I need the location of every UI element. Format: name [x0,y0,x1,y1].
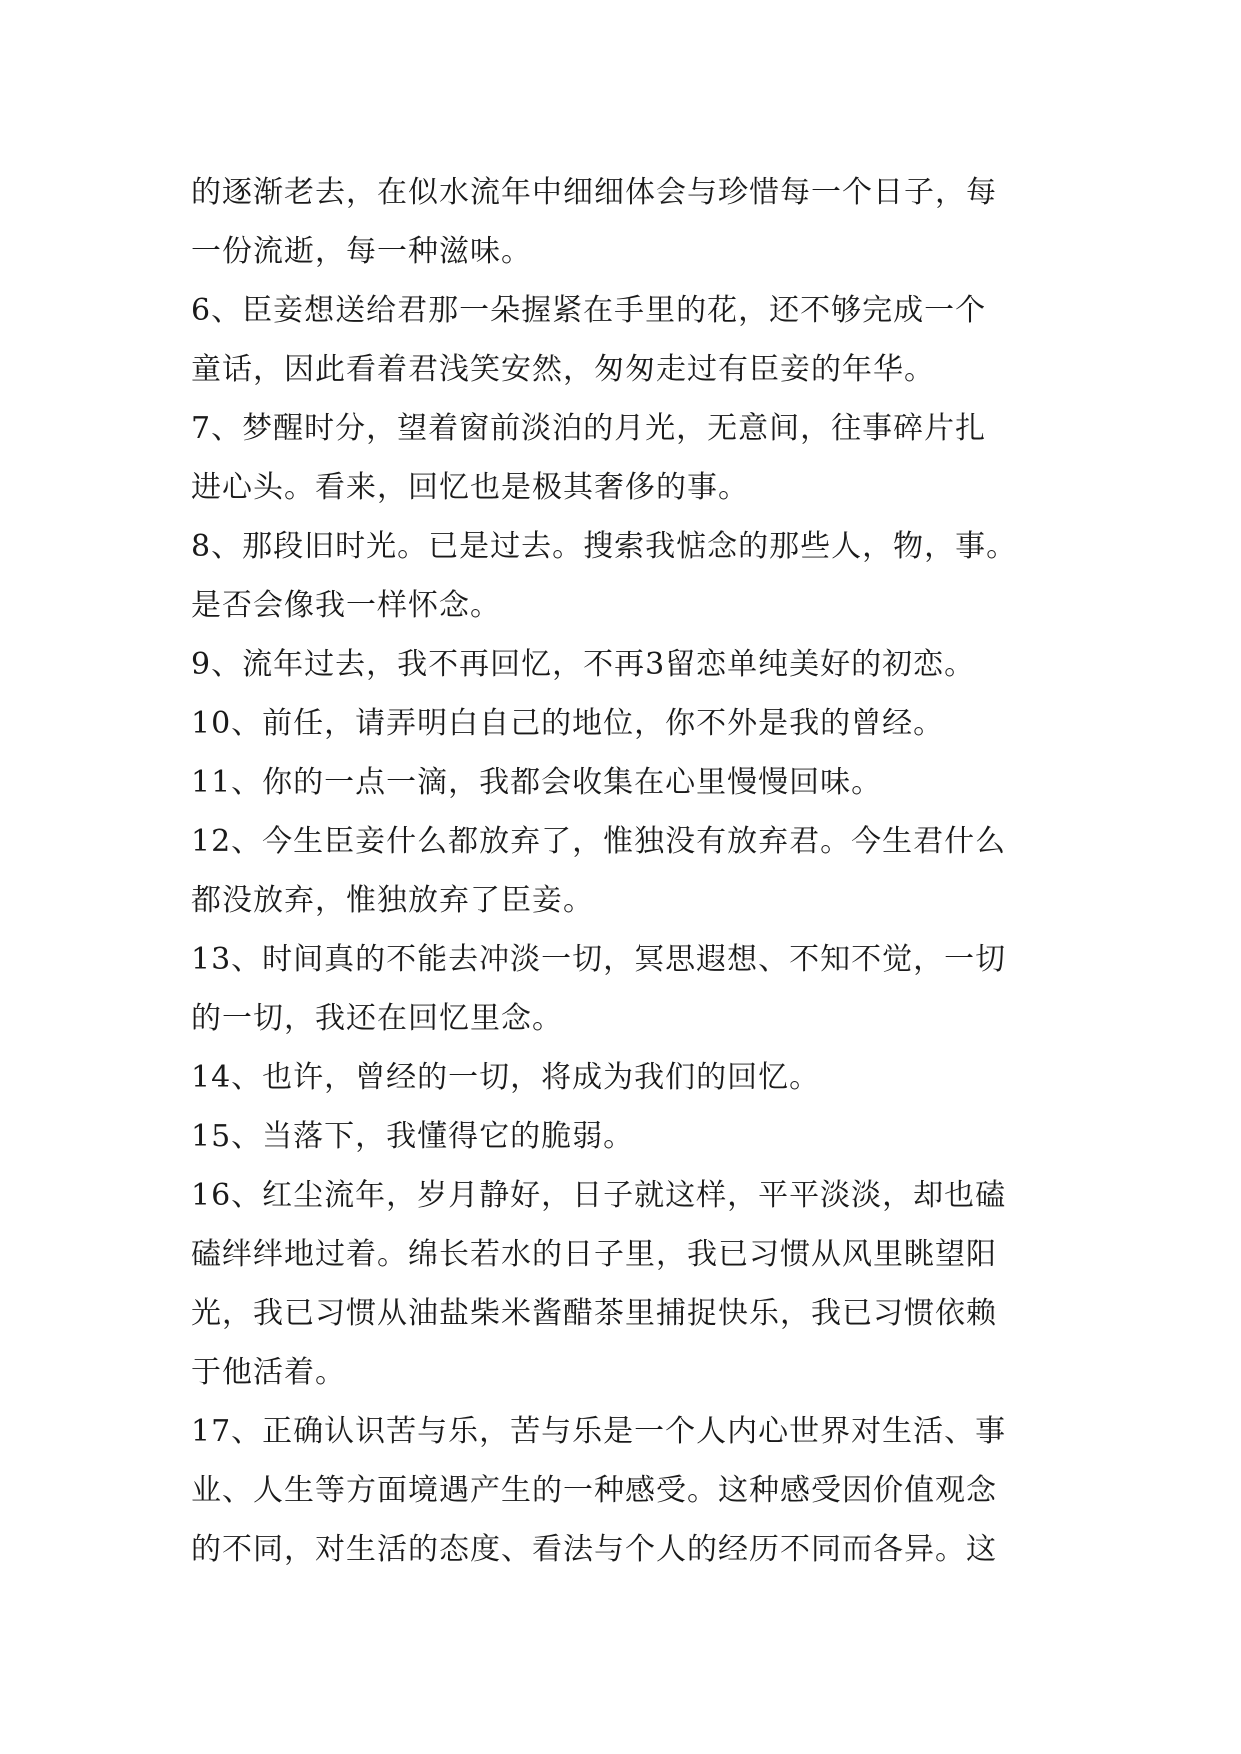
text-line: 童话，因此看着君浅笑安然，匆匆走过有臣妾的年华。 [191,352,935,387]
text-line: 17、正确认识苦与乐，苦与乐是一个人内心世界对生活、事 [191,1414,1007,1449]
text-line: 10、前任，请弄明白自己的地位，你不外是我的曾经。 [191,706,945,741]
text-line: 16、红尘流年，岁月静好，日子就这样，平平淡淡，却也磕 [191,1178,1007,1213]
text-line: 一份流逝，每一种滋味。 [191,234,532,269]
text-line: 13、时间真的不能去冲淡一切，冥思遐想、不知不觉，一切 [191,942,1007,977]
text-line: 业、人生等方面境遇产生的一种感受。这种感受因价值观念 [191,1473,997,1508]
text-line: 7、梦醒时分，望着窗前淡泊的月光，无意间，往事碎片扎 [191,411,987,446]
document-body [191,163,1071,1579]
text-line: 6、臣妾想送给君那一朵握紧在手里的花，还不够完成一个 [191,293,987,328]
text-line: 光，我已习惯从油盐柴米酱醋茶里捕捉快乐，我已习惯依赖 [191,1296,997,1331]
text-line: 的逐渐老去，在似水流年中细细体会与珍惜每一个日子，每 [191,175,997,210]
text-line: 都没放弃，惟独放弃了臣妾。 [191,883,594,918]
text-line: 是否会像我一样怀念。 [191,588,501,623]
text-line: 15、当落下，我懂得它的脆弱。 [191,1119,635,1154]
text-line: 进心头。看来，回忆也是极其奢侈的事。 [191,470,749,505]
text-line: 于他活着。 [191,1355,346,1390]
text-line: 12、今生臣妾什么都放弃了，惟独没有放弃君。今生君什么 [191,824,1007,859]
text-line: 的一切，我还在回忆里念。 [191,1001,563,1036]
text-line: 磕绊绊地过着。绵长若水的日子里，我已习惯从风里眺望阳 [191,1237,997,1272]
text-line: 9、流年过去，我不再回忆，不再3留恋单纯美好的初恋。 [191,647,976,682]
text-line: 14、也许，曾经的一切，将成为我们的回忆。 [191,1060,821,1095]
text-line: 8、那段旧时光。已是过去。搜索我惦念的那些人，物，事。 [191,529,1018,564]
text-line: 的不同，对生活的态度、看法与个人的经历不同而各异。这 [191,1532,997,1567]
text-line: 11、你的一点一滴，我都会收集在心里慢慢回味。 [191,765,883,800]
